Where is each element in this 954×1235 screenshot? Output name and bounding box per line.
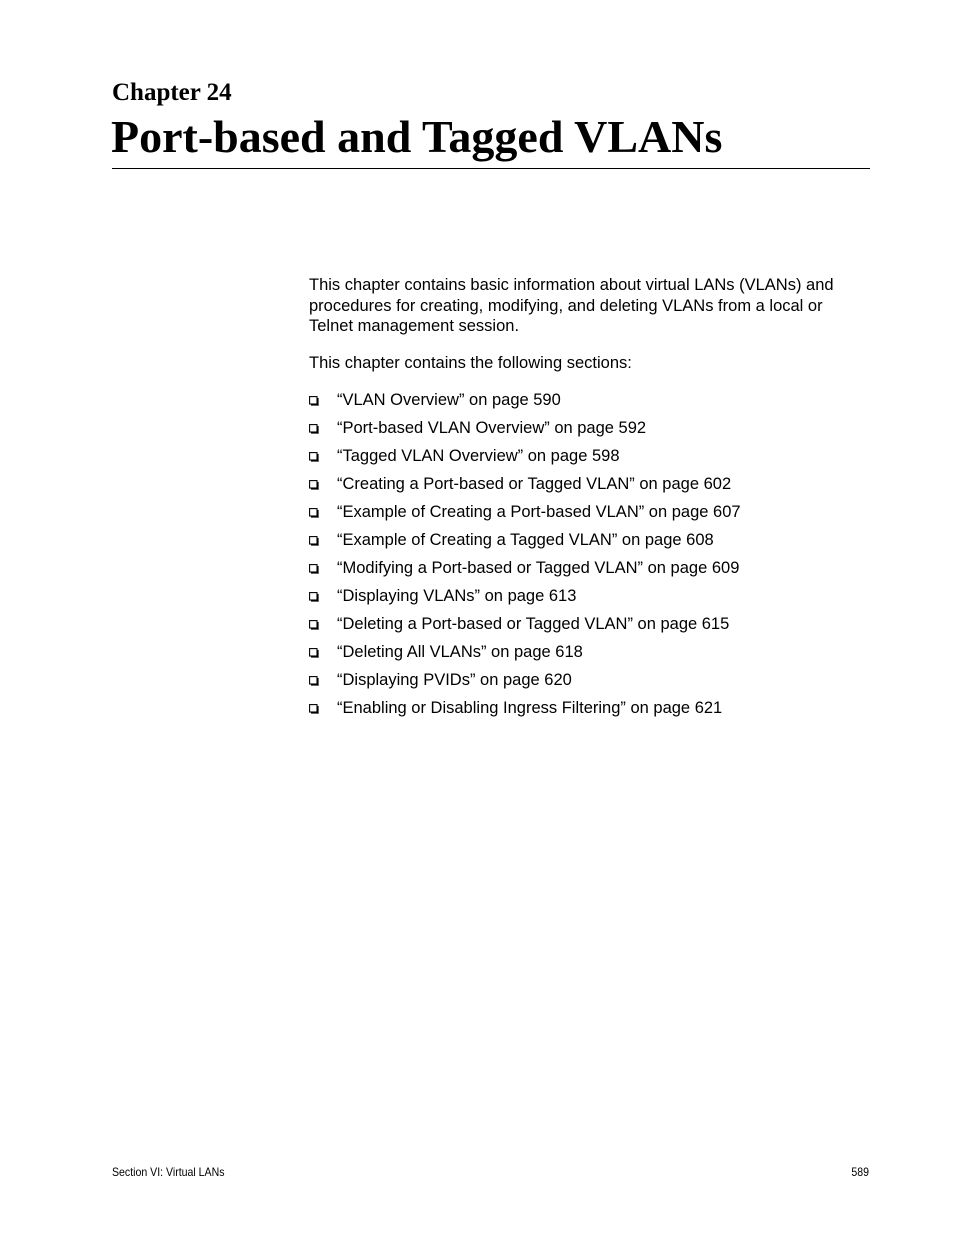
- hollow-square-bullet-icon: [309, 452, 319, 462]
- hollow-square-bullet-icon: [309, 480, 319, 490]
- section-link[interactable]: “Tagged VLAN Overview” on page 598: [337, 447, 620, 465]
- section-list-item: [309, 614, 869, 642]
- section-link[interactable]: “Example of Creating a Port-based VLAN” on page 607: [337, 503, 741, 521]
- footer-page-number: 589: [851, 1165, 869, 1179]
- section-list-item: [309, 558, 869, 586]
- section-list-item: [309, 530, 869, 558]
- section-link[interactable]: “Example of Creating a Tagged VLAN” on page 608: [337, 531, 714, 549]
- intro-paragraph: This chapter contains basic information about virtual LANs (VLANs) and procedures for creating, modifying, and deleting VLANs from a local or Telnet management session.: [309, 276, 834, 335]
- section-link[interactable]: “Creating a Port-based or Tagged VLAN” on page 602: [337, 475, 732, 493]
- hollow-square-bullet-icon: [309, 704, 319, 714]
- hollow-square-bullet-icon: [309, 536, 319, 546]
- section-link[interactable]: “Displaying VLANs” on page 613: [337, 587, 577, 605]
- section-link[interactable]: “Deleting a Port-based or Tagged VLAN” on page 615: [337, 615, 730, 633]
- chapter-title: Port-based and Tagged VLANs: [111, 111, 723, 162]
- section-link[interactable]: “Deleting All VLANs” on page 618: [337, 643, 583, 661]
- section-link[interactable]: “VLAN Overview” on page 590: [337, 391, 561, 409]
- section-list-item: [309, 502, 869, 530]
- section-list-item: [309, 642, 869, 670]
- section-list-item: [309, 390, 869, 418]
- section-link[interactable]: “Modifying a Port-based or Tagged VLAN” on page 609: [337, 559, 740, 577]
- section-list-item: [309, 418, 869, 446]
- section-list-item: [309, 586, 869, 614]
- section-list: [309, 390, 869, 726]
- title-divider: [112, 168, 870, 169]
- section-link[interactable]: “Displaying PVIDs” on page 620: [337, 671, 572, 689]
- hollow-square-bullet-icon: [309, 396, 319, 406]
- hollow-square-bullet-icon: [309, 424, 319, 434]
- section-list-item: [309, 446, 869, 474]
- section-list-item: [309, 698, 869, 726]
- hollow-square-bullet-icon: [309, 508, 319, 518]
- footer-section-name: Section VI: Virtual LANs: [112, 1165, 225, 1179]
- hollow-square-bullet-icon: [309, 648, 319, 658]
- section-list-item: [309, 474, 869, 502]
- chapter-body: [309, 275, 869, 726]
- hollow-square-bullet-icon: [309, 564, 319, 574]
- section-link[interactable]: “Port-based VLAN Overview” on page 592: [337, 419, 647, 437]
- hollow-square-bullet-icon: [309, 620, 319, 630]
- section-link[interactable]: “Enabling or Disabling Ingress Filtering” on page 621: [337, 699, 723, 717]
- hollow-square-bullet-icon: [309, 592, 319, 602]
- section-list-item: [309, 670, 869, 698]
- sections-lead-text: This chapter contains the following sections:: [309, 353, 632, 372]
- hollow-square-bullet-icon: [309, 676, 319, 686]
- chapter-label: Chapter 24: [112, 79, 232, 106]
